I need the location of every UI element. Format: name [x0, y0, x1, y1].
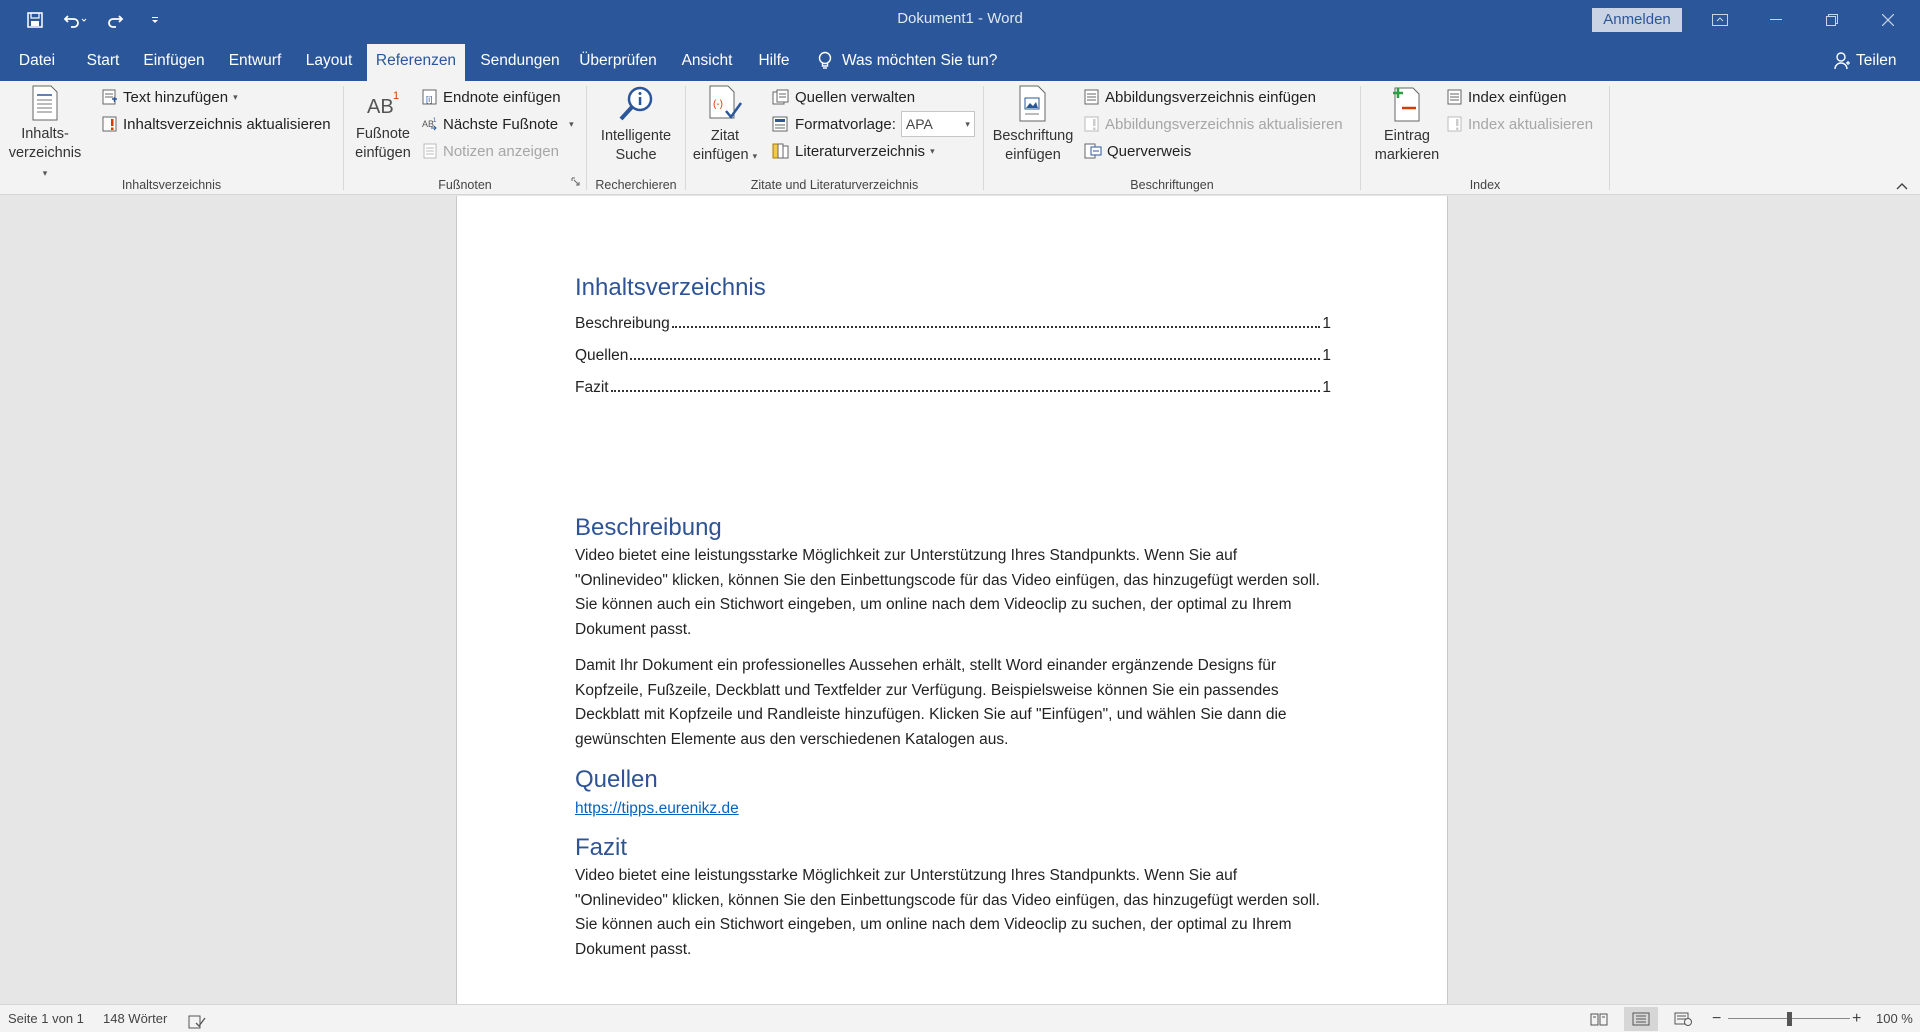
footnote-line1: Fußnote — [356, 126, 410, 142]
heading-quellen: Quellen — [575, 766, 658, 793]
person-icon — [1834, 52, 1850, 70]
manage-sources-icon — [772, 89, 790, 105]
group-toc — [0, 81, 343, 195]
status-bar — [0, 1004, 1920, 1032]
toc-entry-label: Fazit — [575, 379, 609, 396]
zoom-out-button[interactable]: − — [1712, 1010, 1722, 1027]
ribbon-tabs — [0, 40, 1920, 81]
sign-in-button[interactable]: Anmelden — [1592, 8, 1682, 32]
group-label-toc: Inhaltsverzeichnis — [121, 178, 222, 192]
toc-leader — [672, 308, 1321, 328]
title-bar — [0, 0, 1920, 40]
tab-einfuegen[interactable]: Einfügen — [143, 52, 205, 69]
add-text-icon — [102, 89, 118, 105]
share-button[interactable] — [1834, 40, 1897, 81]
divider — [1609, 86, 1610, 190]
document-page[interactable] — [456, 196, 1448, 1004]
tab-hilfe[interactable]: Hilfe — [758, 52, 790, 69]
caption-icon — [1018, 85, 1048, 123]
tab-entwurf[interactable]: Entwurf — [228, 52, 282, 69]
paragraph: Video bietet eine leistungsstarke Möglichkeit zur Unterstützung Ihres Standpunkts. Wenn Sie auf "Onlinevideo" klicken, können Sie den Einbettungscode für das Video einfügen, das hinzugefügt werden soll. Sie können auch ein Stichwort eingeben, um online nach dem Videoclip zu suchen, der optimal zu Ihrem Dokument passt. — [575, 547, 1320, 638]
window-title: Dokument1 - Word — [897, 10, 1023, 27]
share-label: Teilen — [1856, 51, 1897, 69]
toc-entry[interactable] — [575, 340, 1331, 372]
svg-text:1: 1 — [393, 90, 400, 102]
minimize-button[interactable] — [1748, 0, 1804, 40]
cross-reference-icon — [1084, 143, 1102, 159]
read-mode-button[interactable] — [1582, 1007, 1616, 1031]
proofing-icon — [188, 1015, 206, 1029]
insert-footnote-button[interactable] — [352, 85, 414, 163]
tab-layout[interactable]: Layout — [305, 52, 353, 69]
lightbulb-icon — [818, 51, 832, 71]
ribbon — [0, 81, 1920, 195]
print-layout-button[interactable] — [1624, 1007, 1658, 1031]
toc-heading: Inhaltsverzeichnis — [575, 274, 766, 301]
svg-text:1: 1 — [433, 118, 437, 124]
page-count[interactable]: Seite 1 von 1 — [8, 1011, 84, 1026]
toc-entry[interactable] — [575, 308, 1331, 340]
heading-beschreibung: Beschreibung — [575, 514, 722, 541]
show-notes-button[interactable]: Notizen anzeigen — [422, 139, 559, 163]
group-label-research: Recherchieren — [595, 178, 677, 192]
web-layout-button[interactable] — [1666, 1007, 1700, 1031]
cross-reference-button[interactable]: Querverweis — [1084, 139, 1191, 163]
document-area[interactable] — [0, 196, 1920, 1004]
zoom-in-button[interactable]: + — [1852, 1010, 1862, 1027]
update-table-of-figures-icon — [1084, 116, 1100, 132]
add-text-button[interactable]: Text hinzufügen ▾ — [102, 85, 238, 109]
zoom-level[interactable]: 100 % — [1876, 1011, 1913, 1026]
mark-entry-button[interactable] — [1365, 85, 1449, 165]
spacer — [575, 404, 1331, 512]
update-index-button[interactable]: Index aktualisieren — [1447, 112, 1593, 136]
mark-entry-icon — [1391, 85, 1423, 123]
toc-leader — [611, 372, 1321, 392]
bibliography-icon — [772, 143, 790, 159]
group-footnotes — [344, 81, 586, 195]
group-index — [1361, 81, 1609, 195]
show-notes-icon — [422, 143, 438, 159]
group-label-captions: Beschriftungen — [1130, 178, 1214, 192]
bibliography-button[interactable]: Literaturverzeichnis ▾ — [772, 139, 935, 163]
citation-icon — [707, 85, 743, 123]
smart-lookup-button[interactable] — [593, 85, 679, 165]
insert-caption-button[interactable] — [990, 85, 1076, 165]
insert-index-button[interactable]: Index einfügen — [1447, 85, 1566, 109]
footnote-icon — [365, 85, 401, 121]
footnote-dialog-launcher[interactable] — [571, 173, 580, 190]
toc-button[interactable] — [8, 85, 82, 183]
ribbon-display-options-button[interactable] — [1692, 0, 1748, 40]
print-layout-icon — [1632, 1012, 1650, 1026]
toc-leader — [630, 340, 1320, 360]
ribbon-options-icon — [1712, 14, 1728, 26]
tab-datei[interactable]: Datei — [18, 52, 56, 69]
paragraph: Video bietet eine leistungsstarke Möglichkeit zur Unterstützung Ihres Standpunkts. Wenn Sie auf "Onlinevideo" klicken, können Sie den Einbettungscode für das Video einfügen, das hinzugefügt werden soll. Sie können auch ein Stichwort eingeben, um online nach dem Videoclip zu suchen, der optimal zu Ihrem Dokument passt. — [575, 867, 1320, 958]
restore-button[interactable] — [1804, 0, 1860, 40]
mark-entry-line1: Eintrag — [1384, 128, 1430, 144]
toc-entry-page: 1 — [1322, 379, 1331, 396]
group-label-index: Index — [1469, 178, 1501, 192]
update-toc-icon — [102, 116, 118, 132]
next-footnote-icon — [422, 116, 438, 132]
paragraph: Damit Ihr Dokument ein professionelles Aussehen erhält, stellt Word einander ergänzende Designs für Kopfzeile, Fußzeile, Deckblatt und Textfelder zur Verfügung. Beispielsweise können Sie ein passendes Deckblatt mit Kopfzeile und Randleiste hinzufügen. Klicken Sie auf "Einfügen", und wählen Sie dann die gewünschten Elemente aus den verschiedenen Katalogen aus. — [575, 657, 1287, 748]
manage-sources-button[interactable]: Quellen verwalten — [772, 85, 915, 109]
svg-text:AB: AB — [367, 96, 394, 118]
citation-line2: einfügen ▾ — [692, 147, 758, 163]
next-footnote-button[interactable]: AB 1 Nächste Fußnote ▾ — [422, 115, 574, 133]
document-content[interactable] — [575, 274, 1331, 974]
tab-ansicht[interactable]: Ansicht — [681, 52, 733, 69]
tell-me-search[interactable] — [818, 40, 997, 81]
group-captions — [984, 81, 1360, 195]
minimize-icon — [1770, 19, 1782, 21]
toc-button-line1: Inhalts- — [21, 126, 69, 142]
close-button[interactable] — [1860, 0, 1916, 40]
insert-index-icon — [1447, 89, 1463, 105]
proofing-status[interactable] — [188, 1011, 206, 1027]
toc-button-line2: verzeichnis ▾ — [8, 145, 82, 178]
svg-text:AB: AB — [422, 119, 435, 129]
citation-line1: Zitat — [710, 128, 740, 144]
chevron-up-icon — [1896, 182, 1908, 190]
endnote-icon — [422, 89, 438, 105]
toc-entry[interactable] — [575, 372, 1331, 404]
search-icon — [617, 85, 655, 123]
heading-fazit: Fazit — [575, 834, 628, 861]
update-table-of-figures-button[interactable]: Abbildungsverzeichnis aktualisieren — [1084, 112, 1343, 136]
insert-endnote-button[interactable]: [i] Endnote einfügen — [422, 85, 561, 109]
insert-citation-button[interactable] — [692, 85, 758, 166]
toc-entry-page: 1 — [1322, 347, 1331, 364]
caption-line1: Beschriftung — [992, 128, 1074, 144]
svg-text:[i]: [i] — [426, 95, 433, 104]
smart-lookup-line2: Suche — [615, 147, 657, 163]
toc-entry-page: 1 — [1322, 315, 1331, 332]
mark-entry-line2: markieren — [1374, 147, 1440, 163]
tab-ueberpruefen[interactable]: Überprüfen — [579, 52, 657, 69]
table-of-figures-icon — [1084, 89, 1100, 105]
toc-icon — [31, 85, 59, 121]
insert-table-of-figures-button[interactable]: Abbildungsverzeichnis einfügen — [1084, 85, 1316, 109]
update-index-icon — [1447, 116, 1463, 132]
group-label-footnotes: Fußnoten — [438, 178, 492, 192]
restore-icon — [1826, 14, 1838, 26]
book-icon — [1590, 1012, 1608, 1026]
tab-sendungen[interactable]: Sendungen — [480, 52, 560, 69]
web-layout-icon — [1674, 1012, 1692, 1026]
collapse-ribbon-button[interactable] — [1896, 177, 1908, 194]
update-toc-button[interactable]: Inhaltsverzeichnis aktualisieren — [102, 112, 331, 136]
toc-entry-label: Quellen — [575, 347, 629, 364]
group-label-citations: Zitate und Literaturverzeichnis — [750, 178, 919, 192]
close-icon — [1882, 14, 1894, 26]
group-citations — [686, 81, 983, 195]
toc-entry-label: Beschreibung — [575, 315, 670, 332]
tell-me-label: Was möchten Sie tun? — [842, 51, 998, 69]
caption-line2: einfügen — [1005, 147, 1061, 163]
footnote-line2: einfügen — [355, 145, 411, 161]
smart-lookup-line1: Intelligente — [600, 128, 672, 144]
dialog-launcher-icon — [571, 177, 580, 186]
svg-text:(-): (-) — [713, 99, 723, 110]
style-selector: Formatvorlage: APA ▾ — [772, 112, 975, 136]
tab-start[interactable]: Start — [86, 52, 120, 69]
tab-referenzen[interactable]: Referenzen — [367, 44, 465, 81]
style-icon — [772, 116, 790, 132]
source-link[interactable]: https://tipps.eurenikz.de — [575, 800, 739, 817]
group-research — [587, 81, 685, 195]
citation-style-dropdown[interactable]: APA ▾ — [901, 111, 975, 137]
word-count[interactable]: 148 Wörter — [103, 1011, 168, 1026]
chevron-down-icon: ▾ — [965, 118, 970, 129]
zoom-slider-thumb[interactable] — [1787, 1012, 1792, 1026]
